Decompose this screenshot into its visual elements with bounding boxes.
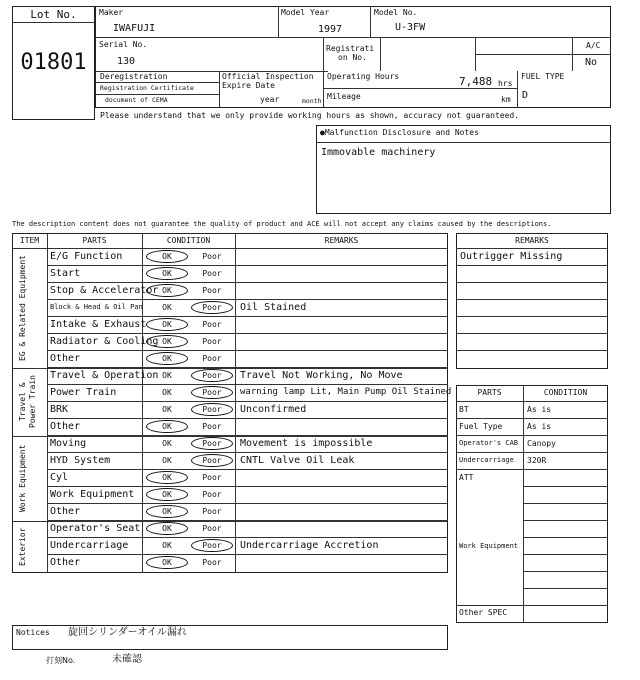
maker-label: Maker bbox=[99, 8, 124, 17]
poor-label: Poor bbox=[202, 320, 222, 329]
ok-label: OK bbox=[162, 558, 172, 567]
serial-value: 130 bbox=[117, 56, 136, 67]
ok-label: OK bbox=[162, 303, 172, 312]
rp-condition-header: CONDITION bbox=[543, 388, 588, 397]
ok-label: OK bbox=[162, 252, 172, 261]
deregistration-label: Deregistration bbox=[100, 72, 168, 81]
ok-label: OK bbox=[162, 337, 172, 346]
header-parts: PARTS bbox=[82, 236, 107, 245]
notices-label: Notices bbox=[16, 628, 50, 637]
km-label: km bbox=[501, 95, 511, 104]
row-part: HYD System bbox=[50, 455, 111, 466]
hrs-label: hrs bbox=[498, 79, 513, 88]
ok-label: OK bbox=[162, 405, 172, 414]
year-label: year bbox=[260, 95, 280, 104]
header-condition: CONDITION bbox=[166, 236, 211, 245]
lot-number: 01801 bbox=[20, 50, 87, 75]
right-remarks-header: REMARKS bbox=[515, 236, 549, 245]
ok-selected-marker bbox=[146, 335, 188, 348]
poor-selected-marker bbox=[191, 539, 233, 552]
rp-under-label: Undercarriage bbox=[459, 456, 514, 464]
operating-hours-value: 7,488 bbox=[459, 75, 493, 88]
poor-label: Poor bbox=[202, 371, 222, 380]
ok-label: OK bbox=[162, 354, 172, 363]
row-part: Undercarriage bbox=[50, 540, 129, 551]
poor-label: Poor bbox=[202, 252, 222, 261]
row-part: Intake & Exhaust bbox=[50, 319, 147, 330]
poor-label: Poor bbox=[202, 473, 222, 482]
ac-label: A/C bbox=[586, 41, 601, 50]
group-label-exterior: Exterior bbox=[18, 527, 27, 567]
ok-label: OK bbox=[162, 371, 172, 380]
hours-notice: Please understand that we only provide working hours as shown, accuracy not guaranteed. bbox=[100, 111, 520, 120]
row-part: Operator's Seat bbox=[50, 523, 141, 534]
model-no-label: Model No. bbox=[374, 8, 418, 17]
rp-att-label: ATT bbox=[459, 473, 474, 482]
ok-label: OK bbox=[162, 388, 172, 397]
ok-label: OK bbox=[162, 473, 172, 482]
poor-label: Poor bbox=[202, 388, 222, 397]
maker-value: IWAFUJI bbox=[113, 23, 156, 34]
ok-selected-marker bbox=[146, 352, 188, 365]
poor-selected-marker bbox=[191, 403, 233, 416]
inspection-label-2: Expire Date bbox=[222, 81, 275, 90]
stamp-label: 打刻No. bbox=[46, 656, 76, 665]
poor-label: Poor bbox=[202, 490, 222, 499]
row-part: Start bbox=[50, 268, 81, 279]
row-part: Other bbox=[50, 506, 81, 517]
poor-label: Poor bbox=[202, 524, 222, 533]
malfunction-text: Immovable machinery bbox=[321, 147, 436, 158]
row-part: Stop & Accelerator bbox=[50, 285, 159, 296]
group-label-travel: Travel & Power Train bbox=[18, 375, 37, 429]
ok-selected-marker bbox=[146, 505, 188, 518]
rp-other-label: Other SPEC bbox=[459, 608, 508, 617]
ok-selected-marker bbox=[146, 420, 188, 433]
ok-selected-marker bbox=[146, 556, 188, 569]
month-label: month bbox=[302, 97, 322, 105]
serial-label: Serial No. bbox=[99, 40, 148, 49]
row-remark: warning lamp Lit, Main Pump Oil Stained bbox=[240, 387, 452, 397]
ac-value: No bbox=[585, 57, 598, 68]
poor-label: Poor bbox=[202, 354, 222, 363]
row-remark: CNTL Valve Oil Leak bbox=[240, 455, 355, 466]
rp-fuel-value: As is bbox=[527, 422, 552, 431]
row-remark: Movement is impossible bbox=[240, 438, 373, 449]
registration-label-1: Registrati bbox=[326, 44, 375, 53]
ok-label: OK bbox=[162, 507, 172, 516]
ok-selected-marker bbox=[146, 250, 188, 263]
malfunction-title: ●Malfunction Disclosure and Notes bbox=[320, 128, 479, 137]
ok-selected-marker bbox=[146, 471, 188, 484]
row-part: Travel & Operation bbox=[50, 370, 159, 381]
row-part: Moving bbox=[50, 438, 87, 449]
malfunction-box bbox=[316, 125, 611, 214]
ok-selected-marker bbox=[146, 318, 188, 331]
row-part: Power Train bbox=[50, 387, 117, 398]
fuel-type-label: FUEL TYPE bbox=[521, 72, 565, 81]
ok-label: OK bbox=[162, 269, 172, 278]
header-remarks: REMARKS bbox=[324, 236, 359, 245]
row-part: Block & Head & Oil Pan bbox=[50, 303, 143, 311]
ok-label: OK bbox=[162, 320, 172, 329]
poor-label: Poor bbox=[202, 337, 222, 346]
ok-selected-marker bbox=[146, 267, 188, 280]
lot-label: Lot No. bbox=[30, 8, 77, 21]
poor-selected-marker bbox=[191, 437, 233, 450]
group-label-work: Work Equipment bbox=[18, 444, 27, 513]
poor-label: Poor bbox=[202, 405, 222, 414]
poor-label: Poor bbox=[202, 456, 222, 465]
ok-selected-marker bbox=[146, 522, 188, 535]
mileage-label: Mileage bbox=[327, 92, 361, 101]
cema-label: document of CEMA bbox=[105, 96, 168, 104]
poor-selected-marker bbox=[191, 454, 233, 467]
row-remark: Oil Stained bbox=[240, 302, 307, 313]
ok-label: OK bbox=[162, 422, 172, 431]
row-part: Radiator & Cooling bbox=[50, 336, 159, 347]
row-part: BRK bbox=[50, 404, 69, 415]
row-part: Work Equipment bbox=[50, 489, 135, 500]
rp-cab-value: Canopy bbox=[527, 439, 556, 448]
rp-bt-value: As is bbox=[527, 405, 552, 414]
ok-label: OK bbox=[162, 541, 172, 550]
inspection-label-1: Official Inspection bbox=[222, 72, 314, 81]
group-label-eg: EG & Related Equipment bbox=[18, 255, 27, 361]
model-year-value: 1997 bbox=[318, 24, 343, 35]
model-year-label: Model Year bbox=[281, 8, 330, 17]
rp-under-value: 320R bbox=[527, 456, 547, 465]
rp-bt-label: BT bbox=[459, 405, 469, 414]
operating-hours-label: Operating Hours bbox=[327, 72, 400, 81]
ok-label: OK bbox=[162, 490, 172, 499]
poor-selected-marker bbox=[191, 301, 233, 314]
poor-selected-marker bbox=[191, 369, 233, 382]
poor-label: Poor bbox=[202, 303, 222, 312]
poor-label: Poor bbox=[202, 439, 222, 448]
rp-cab-label: Operator's CAB bbox=[459, 439, 519, 447]
reg-cert-label: Registration Certificate bbox=[100, 84, 194, 92]
ok-label: OK bbox=[162, 456, 172, 465]
poor-label: Poor bbox=[202, 269, 222, 278]
rp-fuel-label: Fuel Type bbox=[459, 422, 503, 431]
notices-text: 旋回シリンダーオイル漏れ bbox=[68, 627, 187, 638]
model-no-value: U-3FW bbox=[395, 22, 426, 33]
poor-label: Poor bbox=[202, 541, 222, 550]
row-part: Other bbox=[50, 353, 81, 364]
stamp-value: 未確認 bbox=[112, 654, 142, 665]
ok-label: OK bbox=[162, 439, 172, 448]
row-remark: Undercarriage Accretion bbox=[240, 540, 379, 551]
poor-label: Poor bbox=[202, 507, 222, 516]
ok-selected-marker bbox=[146, 488, 188, 501]
row-part: E/G Function bbox=[50, 251, 123, 262]
row-remark: Unconfirmed bbox=[240, 404, 307, 415]
poor-label: Poor bbox=[202, 422, 222, 431]
row-remark: Travel Not Working, No Move bbox=[240, 370, 403, 381]
ok-label: OK bbox=[162, 524, 172, 533]
disclaimer: The description content does not guarantee the quality of product and ACE will not accept any claims caused by the descriptions. bbox=[12, 220, 552, 228]
rp-work-label: Work Equipment bbox=[459, 542, 519, 550]
row-part: Other bbox=[50, 421, 81, 432]
registration-label-2: on No. bbox=[338, 53, 367, 62]
poor-label: Poor bbox=[202, 558, 222, 567]
poor-label: Poor bbox=[202, 286, 222, 295]
ok-label: OK bbox=[162, 286, 172, 295]
rp-parts-header: PARTS bbox=[477, 388, 502, 397]
ok-selected-marker bbox=[146, 284, 188, 297]
row-part: Other bbox=[50, 557, 81, 568]
poor-selected-marker bbox=[191, 386, 233, 399]
row-part: Cyl bbox=[50, 472, 69, 483]
header-item: ITEM bbox=[19, 236, 40, 245]
fuel-type-value: D bbox=[522, 90, 529, 101]
right-remark-item: Outrigger Missing bbox=[460, 251, 563, 262]
